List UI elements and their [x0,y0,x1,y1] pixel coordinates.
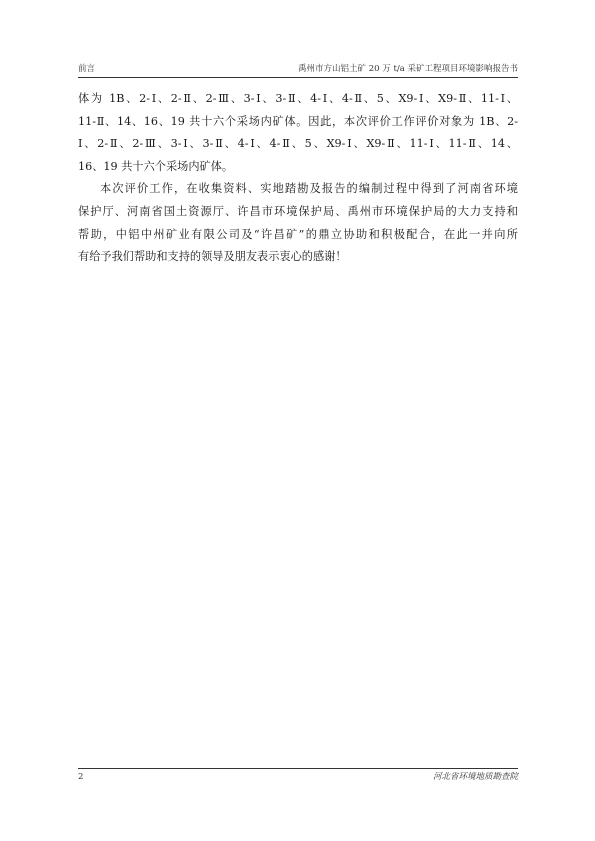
paragraph-line: 帮助，中铝中州矿业有限公司及“许昌矿”的鼎立协助和积极配合，在此一并向所 [78,227,518,241]
page-number: 2 [78,772,84,782]
body-text [78,88,518,269]
footer-organization: 河北省环境地质勘查院 [432,772,518,782]
paragraph-line: 本次评价工作，在收集资料、实地踏勘及报告的编制过程中得到了河南省环境 [100,182,518,196]
page-header [78,62,518,76]
header-divider [78,77,518,78]
header-report-title: 禹州市方山铝土矿 20 万 t/a 采矿工程项目环境影响报告书 [298,64,518,74]
paragraph-acknowledgement [78,178,518,268]
header-section-label: 前言 [78,64,96,74]
paragraph-line: 16、19 共十六个采场内矿体。 [78,159,234,173]
paragraph-line: 体为 1B、2-Ⅰ、2-Ⅱ、2-Ⅲ、3-Ⅰ、3-Ⅱ、4-Ⅰ、4-Ⅱ、5、X9-Ⅰ、X9-Ⅱ、11-Ⅰ、 [78,92,518,105]
paragraph-line: 有给予我们帮助和支持的领导及朋友表示衷心的感谢！ [78,250,347,264]
paragraph-line: 11-Ⅱ、14、16、19 共十六个采场内矿体。因此，本次评价工作评价对象为 1B、2- [78,114,518,128]
paragraph-continuation [78,88,518,178]
paragraph-line: 保护厅、河南省国土资源厅、许昌市环境保护局、禹州市环境保护局的大力支持和 [78,204,518,218]
page-footer [78,770,518,784]
footer-divider [78,768,518,769]
paragraph-line: Ⅰ、2-Ⅱ、2-Ⅲ、3-Ⅰ、3-Ⅱ、4-Ⅰ、4-Ⅱ、5、X9-Ⅰ、X9-Ⅱ、11-Ⅰ、11-Ⅱ、14、 [78,137,518,151]
